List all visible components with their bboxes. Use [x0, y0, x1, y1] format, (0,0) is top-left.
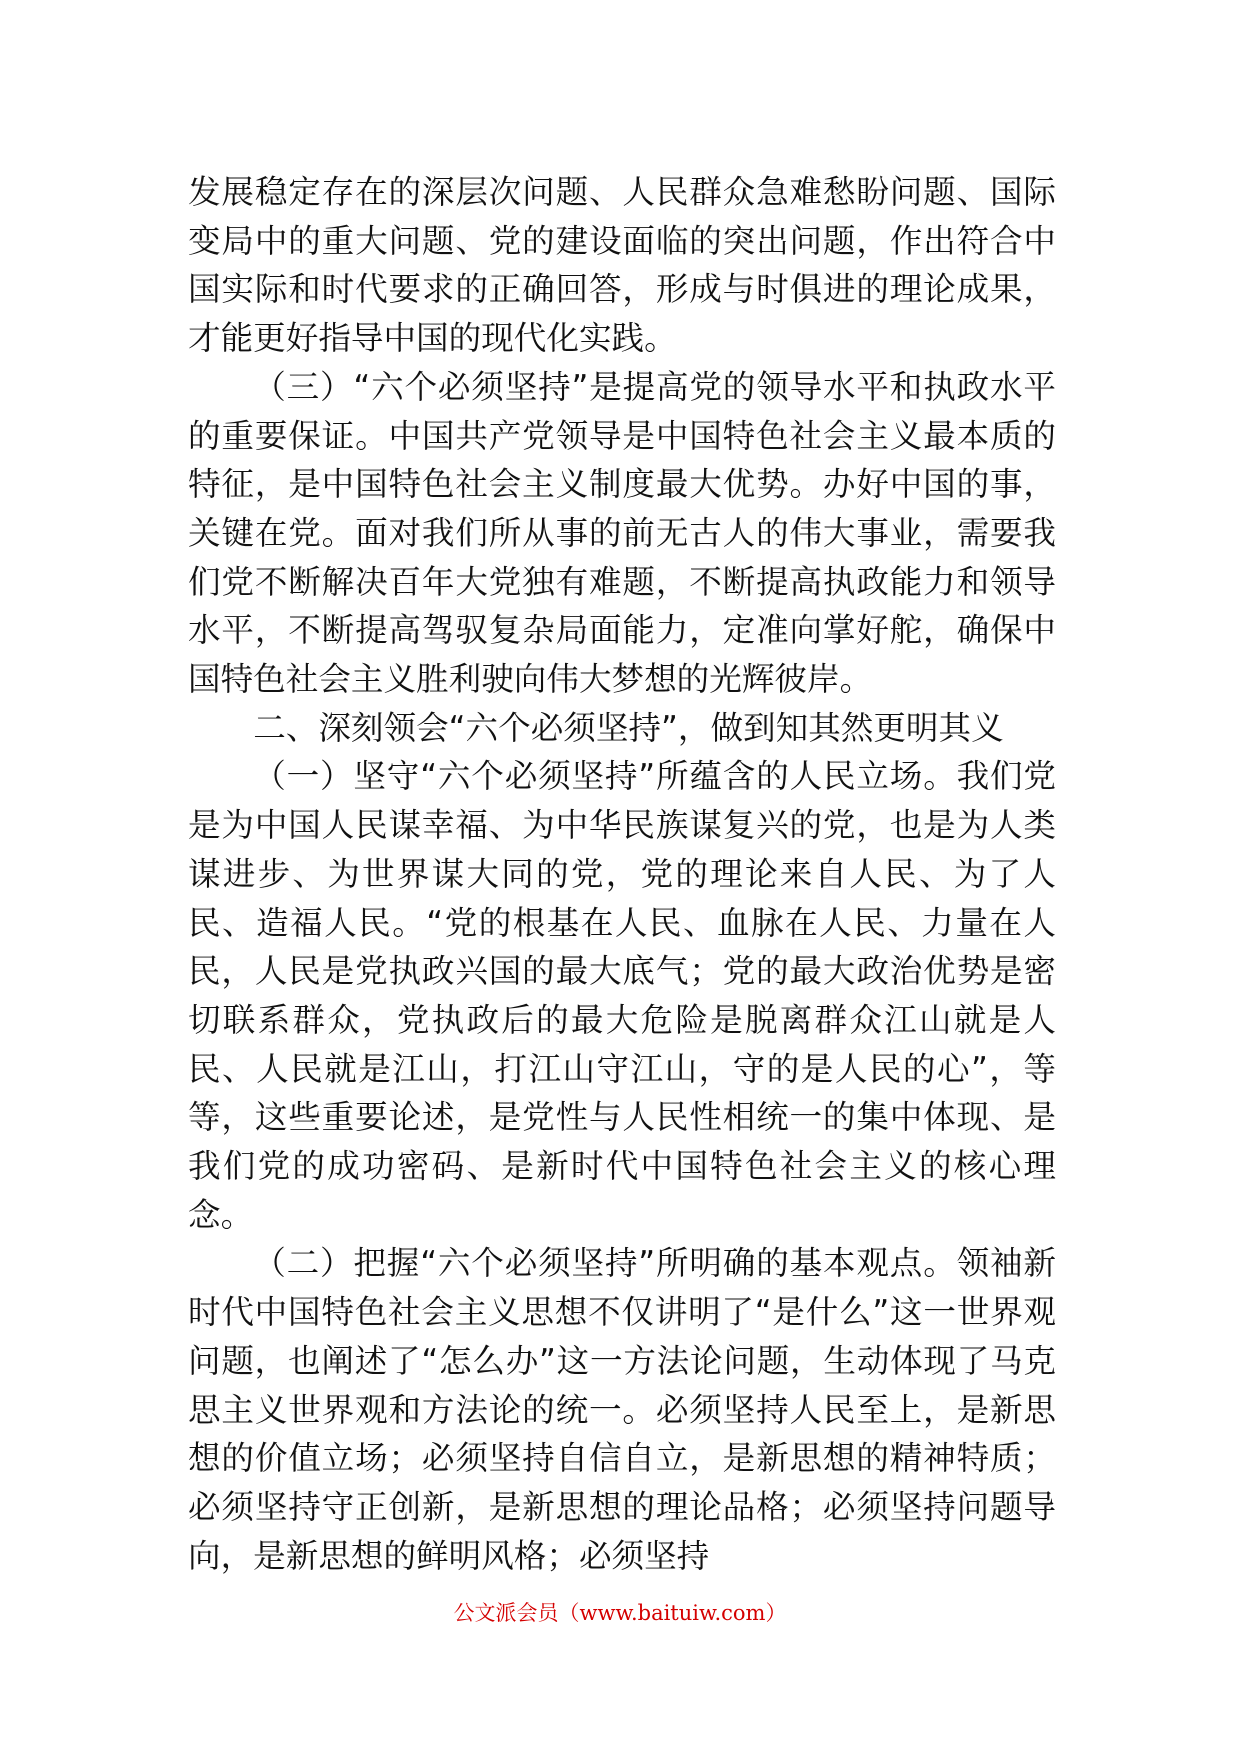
footer-watermark: 公文派会员（www.baituiw.com）: [453, 1601, 787, 1625]
document-body: [188, 168, 1056, 1580]
section-heading-two: 二、深刻领会“六个必须坚持”，做到知其然更明其义: [253, 708, 1004, 747]
paragraph-continuation: 发展稳定存在的深层次问题、人民群众急难愁盼问题、国际变局中的重大问题、党的建设面临的突出问题，作出符合中国实际和时代要求的正确回答，形成与时俱进的理论成果，才能更好指导中国的现代化实践。: [188, 173, 1056, 358]
paragraph-subsection-one: （一）坚守“六个必须坚持”所蕴含的人民立场。我们党是为中国人民谋幸福、为中华民族谋复兴的党，也是为人类谋进步、为世界谋大同的党，党的理论来自人民、为了人民、造福人民。“党的根基在人民、血脉在人民、力量在人民，人民是党执政兴国的最大底气；党的最大政治优势是密切联系群众，党执政后的最大危险是脱离群众江山就是人民、人民就是江山，打江山守江山，守的是人民的心”，等等，这些重要论述，是党性与人民性相统一的集中体现、是我们党的成功密码、是新时代中国特色社会主义的核心理念。: [188, 757, 1056, 1234]
paragraph-subsection-two: （二）把握“六个必须坚持”所明确的基本观点。领袖新时代中国特色社会主义思想不仅讲明了“是什么”这一世界观问题，也阐述了“怎么办”这一方法论问题，生动体现了马克思主义世界观和方法论的统一。必须坚持人民至上，是新思想的价值立场；必须坚持自信自立，是新思想的精神特质；必须坚持守正创新，是新思想的理论品格；必须坚持问题导向，是新思想的鲜明风格；必须坚持: [188, 1244, 1056, 1575]
paragraph-section-three: （三）“六个必须坚持”是提高党的领导水平和执政水平的重要保证。中国共产党领导是中国特色社会主义最本质的特征，是中国特色社会主义制度最大优势。办好中国的事，关键在党。面对我们所从事的前无古人的伟大事业，需要我们党不断解决百年大党独有难题，不断提高执政能力和领导水平，不断提高驾驭复杂局面能力，定准向掌好舵，确保中国特色社会主义胜利驶向伟大梦想的光辉彼岸。: [188, 367, 1056, 699]
